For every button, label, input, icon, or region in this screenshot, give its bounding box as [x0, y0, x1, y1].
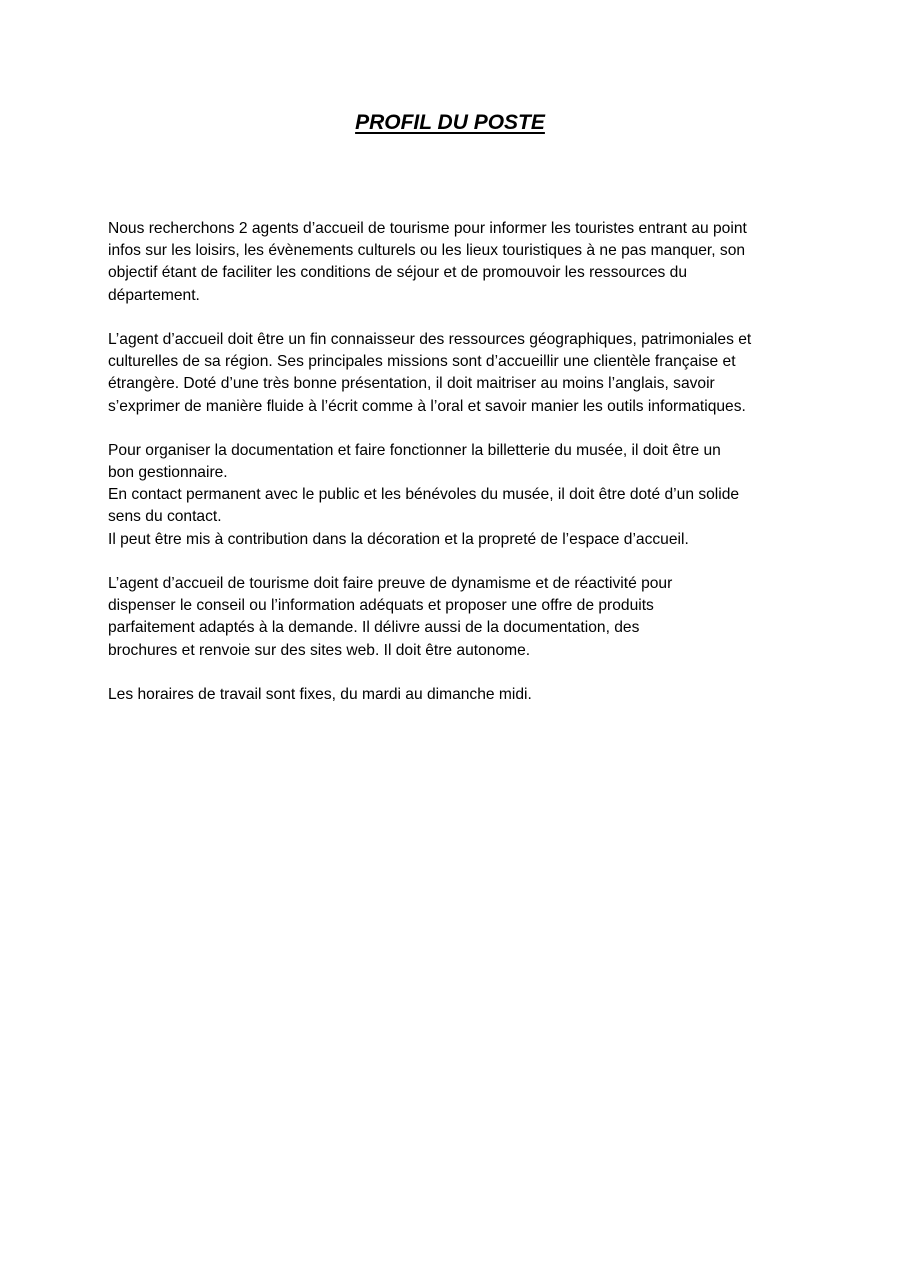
text-line: L’agent d’accueil de tourisme doit faire preuve de dynamisme et de réactivité pour: [108, 575, 673, 592]
text-line: parfaitement adaptés à la demande. Il délivre aussi de la documentation, des: [108, 619, 640, 637]
text-line: sens du contact.: [108, 508, 222, 526]
text-line: département.: [108, 286, 200, 304]
paragraph-qualities: [108, 573, 808, 662]
text-line: brochures et renvoie sur des sites web. Il doit être autonome.: [108, 641, 531, 659]
paragraph-spacer: [108, 418, 808, 440]
paragraph-spacer: [108, 307, 808, 329]
text-line: s’exprimer de manière fluide à l’écrit comme à l’oral et savoir manier les outils informatiques.: [108, 397, 746, 415]
paragraph-tasks: [108, 440, 808, 551]
text-line: dispenser le conseil ou l’information adéquats et proposer une offre de produits: [108, 597, 654, 615]
paragraph-schedule: [108, 684, 808, 706]
text-line: L’agent d’accueil doit être un fin connaisseur des ressources géographiques, patrimoniales et: [108, 330, 752, 348]
text-line: objectif étant de faciliter les conditions de séjour et de promouvoir les ressources du: [108, 264, 688, 282]
paragraph-skills: [108, 329, 808, 418]
page-title: PROFIL DU POSTE: [355, 111, 545, 134]
text-line: Pour organiser la documentation et faire fonctionner la billetterie du musée, il doit être un: [108, 441, 721, 459]
paragraph-intro: [108, 218, 808, 307]
text-line: culturelles de sa région. Ses principales missions sont d’accueillir une clientèle française et: [108, 353, 736, 371]
text-line: bon gestionnaire.: [108, 464, 228, 482]
text-line: Nous recherchons 2 agents d’accueil de tourisme pour informer les touristes entrant au point: [108, 220, 747, 237]
text-line: Il peut être mis à contribution dans la décoration et la propreté de l’espace d’accueil.: [108, 530, 689, 548]
document-body: [108, 218, 808, 706]
text-line: infos sur les loisirs, les évènements culturels ou les lieux touristiques à ne pas manquer, son: [108, 242, 746, 260]
text-line: étrangère. Doté d’une très bonne présentation, il doit maitriser au moins l’anglais, savoir: [108, 375, 715, 393]
text-line: Les horaires de travail sont fixes, du mardi au dimanche midi.: [108, 685, 532, 703]
paragraph-spacer: [108, 551, 808, 573]
text-line: En contact permanent avec le public et les bénévoles du musée, il doit être doté d’un solide: [108, 486, 740, 504]
paragraph-spacer: [108, 662, 808, 684]
